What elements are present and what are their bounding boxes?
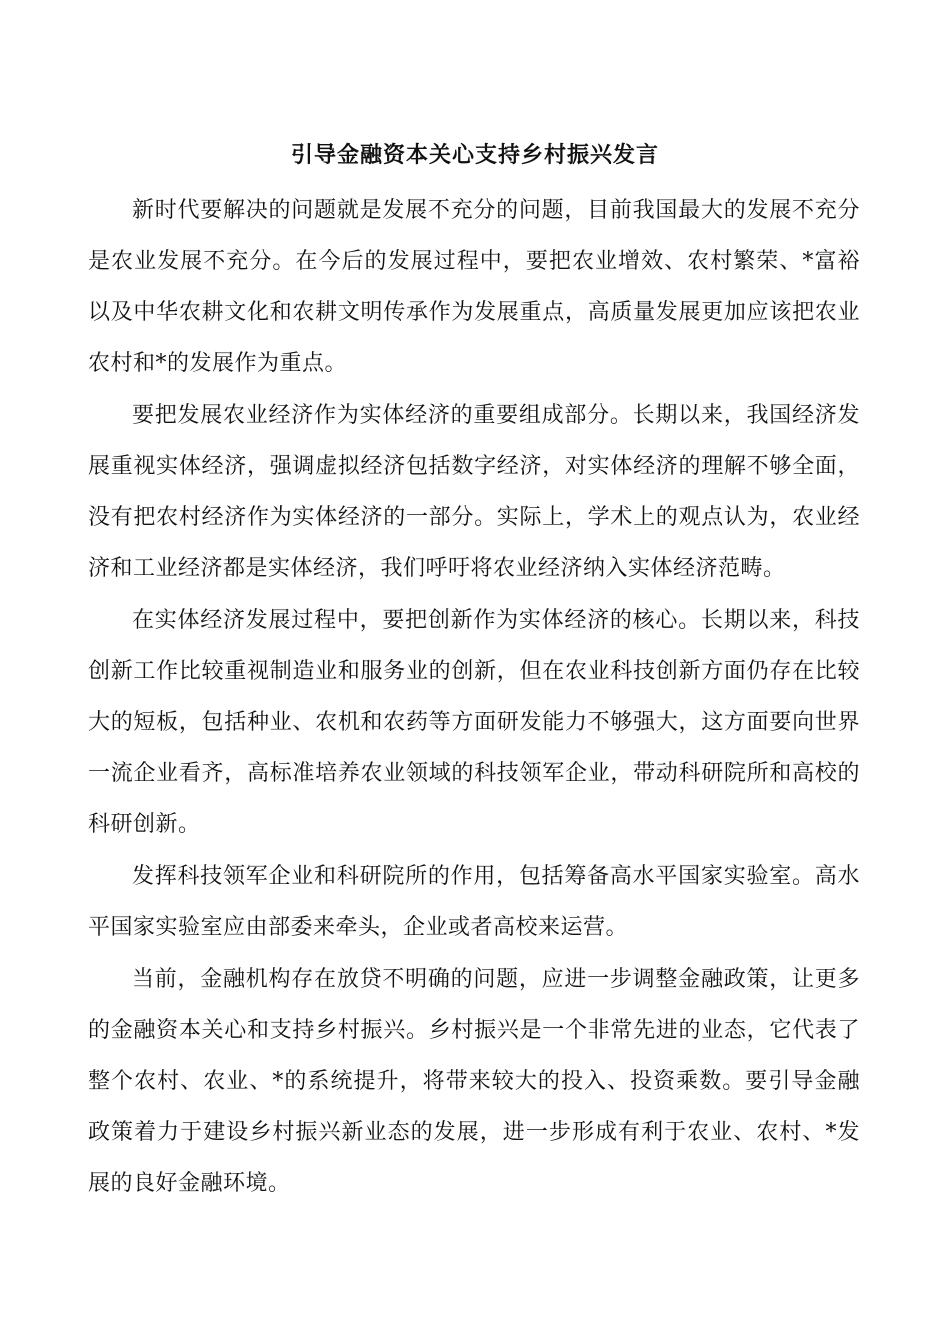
- paragraph-3: 在实体经济发展过程中，要把创新作为实体经济的核心。长期以来，科技创新工作比较重视制造业和服务业的创新，但在农业科技创新方面仍存在比较大的短板，包括种业、农机和农药等方面研发能力不够强大，这方面要向世界一流企业看齐，高标准培养农业领域的科技领军企业，带动科研院所和高校的科研创新。: [88, 608, 860, 837]
- paragraph-5: 当前，金融机构存在放贷不明确的问题，应进一步调整金融政策，让更多的金融资本关心和支持乡村振兴。乡村振兴是一个非常先进的业态，它代表了整个农村、农业、*的系统提升，将带来较大的投入、投资乘数。要引导金融政策着力于建设乡村振兴新业态的发展，进一步形成有利于农业、农村、*发展的良好金融环境。: [88, 967, 860, 1196]
- paragraph-2: 要把发展农业经济作为实体经济的重要组成部分。长期以来，我国经济发展重视实体经济，强调虚拟经济包括数字经济，对实体经济的理解不够全面，没有把农村经济作为实体经济的一部分。实际上，学术上的观点认为，农业经济和工业经济都是实体经济，我们呼吁将农业经济纳入实体经济范畴。: [88, 403, 860, 581]
- document-title: 引导金融资本关心支持乡村振兴发言: [290, 143, 659, 168]
- paragraph-1: 新时代要解决的问题就是发展不充分的问题，目前我国最大的发展不充分是农业发展不充分。在今后的发展过程中，要把农业增效、农村繁荣、*富裕以及中华农耕文化和农耕文明传承作为发展重点，高质量发展更加应该把农业农村和*的发展作为重点。: [88, 198, 860, 376]
- document-body: [88, 185, 860, 1210]
- paragraph-4: 发挥科技领军企业和科研院所的作用，包括筹备高水平国家实验室。高水平国家实验室应由部委来牵头，企业或者高校来运营。: [88, 864, 860, 940]
